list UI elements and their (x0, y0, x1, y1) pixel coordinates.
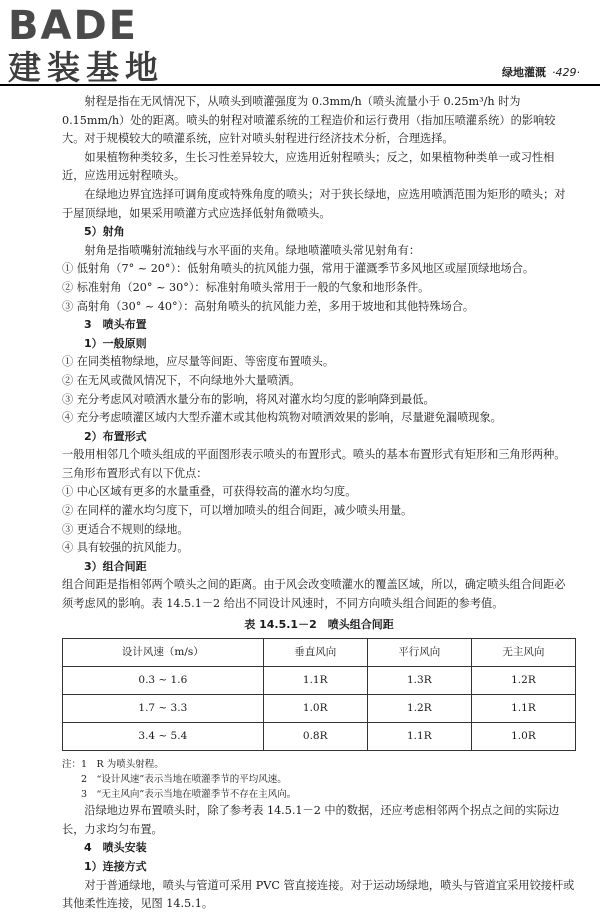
list-item: ① 在同类植物绿地，应尽量等间距、等密度布置喷头。 (62, 355, 335, 369)
paragraph: 组合间距是指相邻两个喷头之间的距离。由于风会改变喷灌水的覆盖区域，所以，确定喷头组合间距必须考虑风的影响。表 14.5.1－2 给出不同设计风速时，不同方向喷头组合间距的参考值。 (62, 578, 566, 611)
list-item: ③ 充分考虑风对喷洒水量分布的影响，将风对灌水均匀度的影响降到最低。 (62, 392, 435, 406)
paragraph: 如果植物种类较多，生长习性差异较大，应选用近射程喷头；反之，如果植物种类单一或习性相近，应选用远射程喷头。 (62, 150, 555, 183)
page-number: ·429· (552, 66, 580, 79)
subheading: 1）连接方式 (84, 860, 147, 873)
table-cell: 1.1R (263, 667, 367, 695)
section-heading: 3 喷头布置 (84, 318, 147, 332)
table-header-cell: 无主风向 (471, 639, 575, 667)
list-item: ② 在无风或微风情况下，不向绿地外大量喷洒。 (62, 373, 301, 387)
paragraph: 一般用相邻几个喷头组成的平面图形表示喷头的布置形式。喷头的基本布置形式有矩形和三角形两种。三角形布置形式有以下优点： (62, 448, 566, 480)
subheading: 3）组合间距 (84, 559, 147, 573)
logo-text-bottom: 建装基地 (8, 48, 164, 87)
section-heading: 4 喷头安装 (84, 841, 147, 855)
list-item: ③ 高射角（30° ~ 40°）：高射角喷头的抗风能力差，多用于坡地和其他特殊场合。 (62, 299, 475, 313)
table-header-cell: 设计风速（m/s） (63, 639, 264, 667)
paragraph: 射程是指在无风情况下，从喷头到喷灌强度为 0.3mm/h（喷头流量小于 0.25m³/h 时为 0.15mm/h）处的距离。喷头的射程对喷灌系统的工程造价和运行费用（指加压喷灌系统）的影响较大。对于规模较大的喷灌系统，应针对喷头射程进行经济技术分析，合理选择。 (62, 95, 556, 146)
table-notes (62, 757, 576, 802)
table-cell: 1.2R (367, 695, 471, 723)
table-cell: 1.0R (471, 723, 575, 751)
table-title: 表 14.5.1－2 喷头组合间距 (244, 617, 394, 631)
table-row (63, 723, 576, 751)
table-cell: 1.1R (471, 695, 575, 723)
page-body (62, 93, 576, 914)
table-cell: 0.3 ~ 1.6 (63, 667, 264, 695)
table-note: 3 “无主风向”表示当地在喷灌季节不存在主风向。 (81, 789, 297, 801)
paragraph: 沿绿地边界布置喷头时，除了参考表 14.5.1－2 中的数据，还应考虑相邻两个拐点之间的实际边长，力求均匀布置。 (62, 804, 560, 836)
list-item: ② 标准射角（20° ~ 30°）：标准射角喷头常用于一般的气象和地形条件。 (62, 280, 430, 294)
paragraph: 在绿地边界宜选择可调角度或特殊角度的喷头；对于狭长绿地，应选用喷洒范围为矩形的喷头；对于屋顶绿地，如果采用喷灌方式应选择低射角微喷头。 (62, 187, 566, 220)
table-cell: 1.1R (367, 723, 471, 751)
table-cell: 0.8R (263, 723, 367, 751)
list-item: ① 低射角（7° ~ 20°）：低射角喷头的抗风能力强，常用于灌溉季节多风地区或屋顶绿地场合。 (62, 262, 535, 276)
table-header-row (63, 639, 576, 667)
brand-logo (8, 4, 208, 90)
table-cell: 1.0R (263, 695, 367, 723)
table-cell: 1.2R (471, 667, 575, 695)
subheading: 5）射角 (84, 225, 125, 239)
list-item: ④ 具有较强的抗风能力。 (62, 541, 189, 555)
running-header (502, 64, 580, 80)
list-item: ② 在同样的灌水均匀度下，可以增加喷头的组合间距，减少喷头用量。 (62, 504, 413, 518)
table-cell: 1.3R (367, 667, 471, 695)
table-note: 2 “设计风速”表示当地在喷灌季节的平均风速。 (81, 774, 287, 786)
subheading: 2）布置形式 (84, 429, 147, 443)
subheading: 1）一般原则 (84, 336, 147, 350)
logo-text-top: BADE (8, 3, 138, 49)
table-note: 注：1 R 为喷头射程。 (62, 759, 164, 771)
paragraph: 对于普通绿地，喷头与管道可采用 PVC 管直接连接。对于运动场绿地，喷头与管道宜采用铰接杆或其他柔性连接，见图 14.5.1。 (62, 878, 575, 911)
table-cell: 1.7 ~ 3.3 (63, 695, 264, 723)
table-header-cell: 平行风向 (367, 639, 471, 667)
table-cell: 3.4 ~ 5.4 (63, 723, 264, 751)
paragraph: 射角是指喷嘴射流轴线与水平面的夹角。绿地喷灌喷头常见射角有： (84, 243, 421, 257)
table-row (63, 695, 576, 723)
list-item: ③ 更适合不规则的绿地。 (62, 522, 189, 536)
section-title: 绿地灌溉 (502, 66, 546, 79)
table-row (63, 667, 576, 695)
list-item: ④ 充分考虑喷灌区域内大型乔灌木或其他构筑物对喷洒效果的影响，尽量避免漏喷现象。 (62, 411, 502, 425)
header-rule (0, 84, 600, 86)
table-header-cell: 垂直风向 (263, 639, 367, 667)
spacing-table (62, 638, 576, 751)
list-item: ① 中心区域有更多的水量重叠，可获得较高的灌水均匀度。 (62, 485, 357, 499)
